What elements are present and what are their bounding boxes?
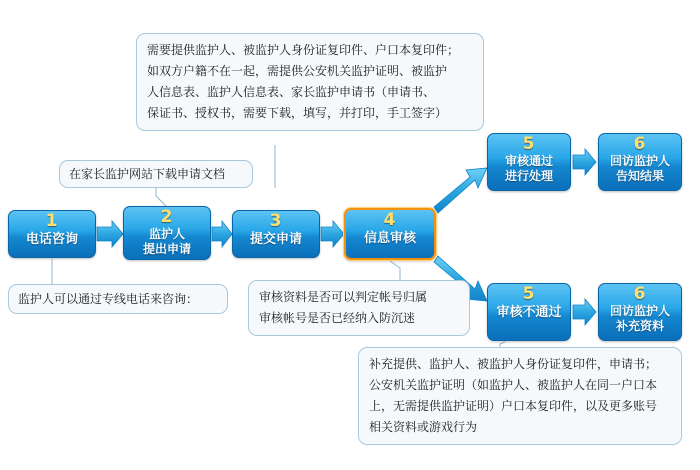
note-line: 保证书、授权书，需要下载，填写，并打印，手工签字） — [147, 106, 448, 120]
arrow-step4-step5a — [434, 168, 487, 213]
step-label-line1: 回访监护人 — [609, 154, 670, 168]
step-label: 审核不通过 — [496, 304, 562, 319]
step-label: 提交申请 — [249, 231, 302, 246]
step-label: 信息审核 — [363, 230, 416, 245]
note-line: 补充提供、监护人、被监护人身份证复印件，申请书； — [369, 357, 658, 371]
note-download-documents — [59, 160, 253, 188]
note-line: 人信息表、监护人信息表、家长监护申请书（申请书、 — [147, 85, 436, 99]
arrow-step5a-step6a — [573, 149, 596, 175]
arrow-step3-step4 — [321, 221, 344, 247]
note-line: 相关资料或游戏行为 — [369, 420, 478, 434]
step-label-line2: 补充资料 — [615, 319, 664, 333]
step-box-5-rejected[interactable] — [487, 283, 571, 341]
note-required-documents — [136, 33, 484, 131]
note-line: 上，无需提供监护证明）户口本复印件，以及更多账号 — [369, 399, 658, 413]
note-line: 审核资料是否可以判定帐号归属 — [259, 290, 428, 304]
step-number: 5 — [522, 134, 536, 154]
note-line: 审核帐号是否已经纳入防沉迷 — [259, 311, 416, 325]
step-box-5-approved[interactable] — [487, 133, 571, 191]
note-review-criteria — [248, 280, 470, 336]
step-label-line2: 进行处理 — [504, 169, 553, 183]
step-box-3[interactable] — [232, 210, 320, 258]
step-number: 6 — [633, 134, 647, 154]
step-number: 3 — [269, 211, 283, 231]
step-number: 6 — [633, 284, 647, 304]
step-label-line2: 提出申请 — [142, 242, 191, 256]
note-line: 监护人可以通过专线电话来咨询： — [18, 292, 199, 306]
step-box-1[interactable] — [8, 210, 96, 258]
step-box-6-notify-result[interactable] — [598, 133, 682, 191]
note-line: 公安机关监护证明（如监护人、被监护人在同一户口本 — [369, 378, 658, 392]
step-label: 电话咨询 — [25, 231, 78, 246]
note-line: 在家长监护网站下载申请文档 — [69, 167, 226, 181]
note-line: 如双方户籍不在一起，需提供公安机关监护证明、被监护 — [147, 64, 448, 78]
step-label-line1: 监护人 — [148, 227, 185, 241]
step-number: 4 — [383, 210, 397, 230]
step-number: 2 — [160, 207, 174, 227]
step-number: 5 — [522, 284, 536, 304]
step-label-line1: 审核通过 — [504, 154, 553, 168]
arrow-step5b-step6b — [573, 299, 596, 325]
step-box-4[interactable] — [344, 208, 436, 260]
step-box-6-supplement-materials[interactable] — [598, 283, 682, 341]
note-hotline-consultation — [8, 284, 228, 314]
step-number: 1 — [45, 211, 59, 231]
step-label-line2: 告知结果 — [615, 169, 664, 183]
arrow-step1-step2 — [97, 221, 123, 247]
note-supplement-requirements — [358, 347, 682, 445]
step-box-2[interactable] — [123, 206, 211, 260]
step-label-line1: 回访监护人 — [609, 304, 670, 318]
note-line: 需要提供监护人、被监护人身份证复印件、户口本复印件； — [147, 43, 460, 57]
arrow-step2-step3 — [212, 221, 232, 247]
